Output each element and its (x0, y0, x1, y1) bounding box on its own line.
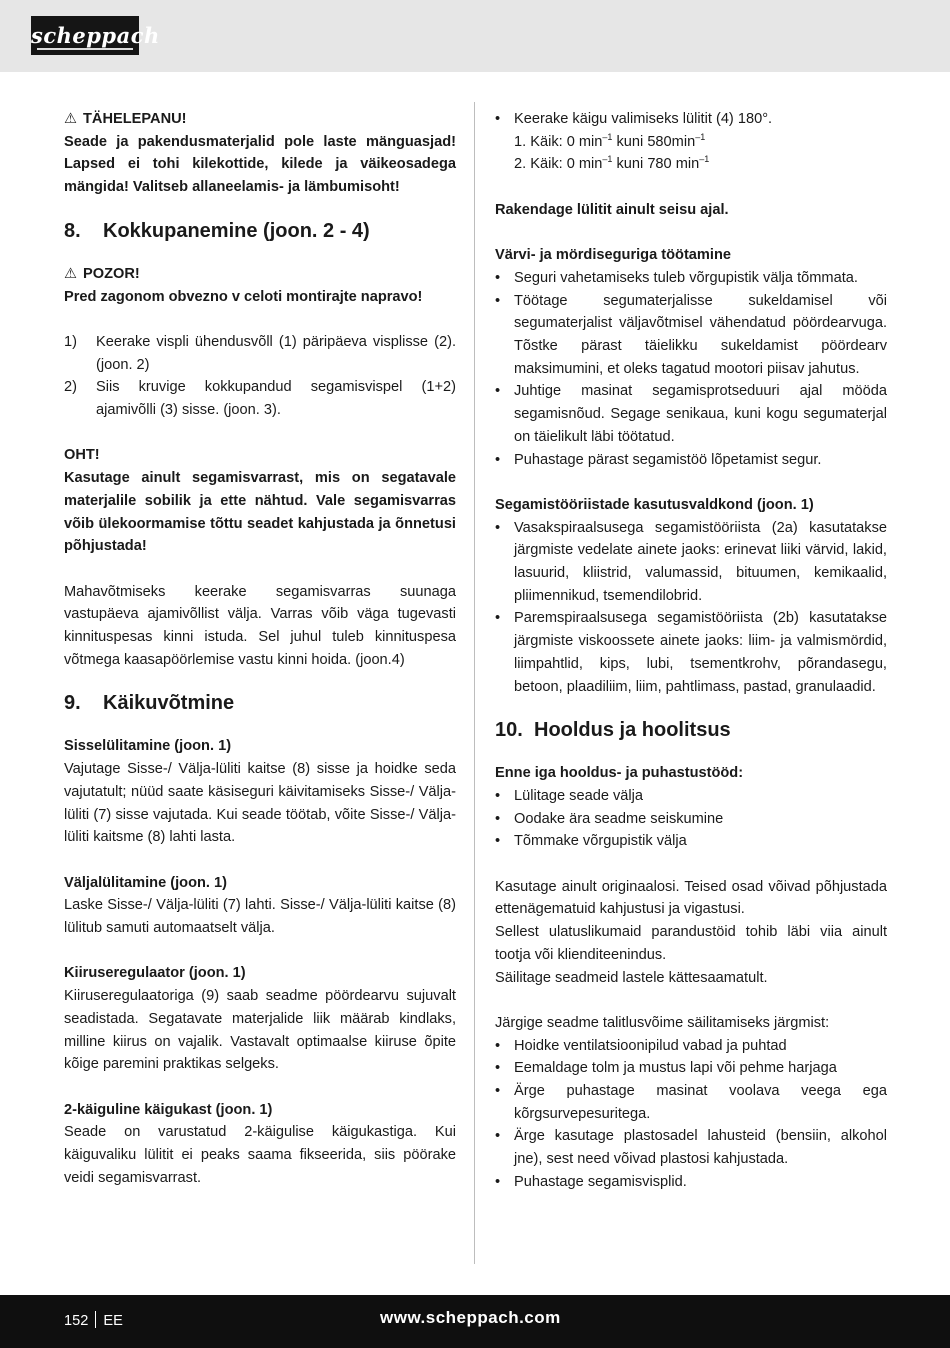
speed-heading: Kiiruseregulaator (joon. 1) (64, 965, 246, 982)
before-maintenance-heading: Enne iga hooldus- ja puhastustööd: (495, 765, 744, 782)
list-item: 1) Keerake vispli ühendusvõll (1) päripäeva visplisse (2). (joon. 2) (64, 333, 456, 373)
original-parts-text: Kasutage ainult originaalosi. Teised osad võivad põhjustada ettenägematuid kahjustusi ja vigastusi. (495, 878, 887, 918)
list-item: • Töötage segumaterjalisse sukeldamisel või segumaterjalist väljavõtmisel vähendatud pöördearvuga. Tõstke pärast täielikku sukeldamist pöördearv maksimumini, et oleks tagatud mootori piisav jahutus. (495, 290, 887, 381)
gearbox-heading: 2-käiguline käigukast (joon. 1) (64, 1101, 273, 1118)
gear-1-text: 1. Käik: 0 $\min^{-1}$ kuni $580\min^{-1}$ (514, 131, 706, 150)
column-divider (474, 102, 475, 1264)
list-item: • Juhtige masinat segamisprotseduuri ajal mööda segamisnõud. Segage senikaua, kuni kogu segumaterjal on täielikult läbi töötatud. (495, 380, 887, 448)
list-item: • Vasakspiraalsusega segamistööriista (2a) kasutatakse järgmiste vedelate ainete jaoks: erinevat liiki värvid, lakid, lasuurid, kliistrid, valumassid, bituumen, kemikaalid, pliimennikud, tsemendilobrid. (495, 517, 887, 608)
website-url: www.scheppach.com (380, 1308, 561, 1327)
list-item: • Lülitage seade välja (495, 785, 887, 808)
header-bar (0, 0, 950, 72)
list-item: • Seguri vahetamiseks tuleb võrgupistik välja tõmmata. (495, 267, 887, 290)
page-info (64, 1311, 123, 1329)
storage-list (495, 1035, 887, 1194)
caution-heading: OHT! (64, 447, 100, 464)
pozor-heading: ⚠ POZOR! (64, 263, 456, 286)
switch-on-heading: Sisselülitamine (joon. 1) (64, 738, 232, 755)
tools-heading: Segamistööriistade kasutusvaldkond (joon. 1) (495, 496, 814, 513)
caution-text: Kasutage ainult segamisvarrast, mis on segatavale materjalile sobilik ja ette nähtud. Vale segamisvarras võib ülekoormamise tõttu seadet kahjustada ja õnnetusi põhjustada! (64, 470, 456, 555)
footer-bar (0, 1295, 950, 1348)
storage-intro: Järgige seadme talitlusvõime säilitamiseks järgmist: (495, 1014, 830, 1031)
scheppach-logo (31, 16, 160, 55)
pozor-text: Pred zagonom obvezno v celoti montirajte napravo! (64, 288, 423, 305)
warning-triangle-icon: ⚠ (64, 111, 78, 127)
assembly-steps (64, 331, 456, 422)
switch-off-text: Laske Sisse-/ Välja-lüliti (7) lahti. Sisse-/ Välja-lüliti kaitse (8) lülitub samuti automaatselt välja. (64, 897, 456, 937)
switch-on-text: Vajutage Sisse-/ Välja-lüliti kaitse (8) sisse ja hoidke seda vajutatult; nüüd saate käsiseguri käivitamiseks Sisse-/ Välja-lüliti (7) sisse vajutada. Kui seade töötab, võite Sisse-/ Välja-lüliti kaitsme (8) lahti lasta. (64, 761, 456, 846)
paints-list (495, 267, 887, 471)
list-item: • Paremspiraalsusega segamistööriista (2b) kasutatakse järgmiste viskoossete ainete jaoks: liim- ja valmismördid, liimpahtlid, kips, lubi, tsementkrohv, põrandasegu, betoon, plaadiliim, liim, pahtlimass, pastad, granulaadid. (495, 607, 887, 698)
tools-list (495, 517, 887, 699)
section-10-heading: 10. Hooldus ja hoolitsus (495, 719, 731, 742)
gear-2-text: 2. Käik: 0 $\min^{-1}$ kuni 780 $\min^{-1}$ (514, 154, 710, 173)
warning-text: Seade ja pakendusmaterjalid pole laste mänguasjad! Lapsed ei tohi kilekottide, kilede ja väikeosadega mängida! Valitseb allaneelamis- ja lämbumisoht! (64, 133, 456, 196)
speed-text: Kiiruseregulaatoriga (9) saab seadme pöördearvu sujuvalt seadistada. Segatavate materjalide liik määrab kindlaks, milline kiirus on vajalik. Vastavalt optimaalse kiiruse õpite kõige paremini praktikas selgeks. (64, 988, 456, 1073)
list-item: • Keerake käigu valimiseks lülitit (4) 180°. (495, 108, 887, 131)
list-item: • Hoidke ventilatsioonipilud vabad ja puhtad (495, 1035, 887, 1058)
left-column (64, 108, 456, 1189)
list-item: • Eemaldage tolm ja mustus lapi või pehme harjaga (495, 1057, 887, 1080)
storage-children-text: Säilitage seadmeid lastele kättesaamatult. (495, 969, 768, 986)
paints-heading: Värvi- ja mördiseguriga töötamine (495, 247, 731, 264)
gear-list (495, 108, 887, 131)
before-maintenance-list (495, 785, 887, 853)
list-item: • Tõmmake võrgupistik välja (495, 830, 887, 853)
list-item: 2) Siis kruvige kokkupandud segamisvispel (1+2) ajamivõlli (3) sisse. (joon. 3). (64, 379, 456, 419)
list-item: • Oodake ära seadme seiskumine (495, 808, 887, 831)
logo-text: scheppach (31, 23, 160, 48)
standstill-note: Rakendage lülitit ainult seisu ajal. (495, 201, 729, 218)
warning-triangle-icon: ⚠ (64, 265, 78, 282)
right-column (495, 108, 887, 1194)
list-item: • Ärge kasutage plastosadel lahusteid (bensiin, alkohol jne), sest need võivad plastosi kahjustada. (495, 1125, 887, 1170)
removal-text: Mahavõtmiseks keerake segamisvarras suunaga vastupäeva ajamivõllist välja. Varras võib väga tugevasti kinnituspesas kinni istuda. Sel juhul tuleb kinnituspesa võtmega kaasapöörlemise vastu kinni hoida. (joon.4) (64, 583, 456, 668)
list-item: • Puhastage segamisvisplid. (495, 1171, 887, 1194)
list-item: • Puhastage pärast segamistöö lõpetamist segur. (495, 449, 887, 472)
language-code: EE (103, 1313, 123, 1329)
page-separator (95, 1311, 96, 1328)
repairs-text: Sellest ulatuslikumaid parandustöid tohib läbi viia ainult tootja või klienditeenindus. (495, 924, 887, 963)
page-number: 152 (64, 1313, 89, 1329)
warning-heading: ⚠ TÄHELEPANU! (64, 108, 456, 131)
gearbox-text: Seade on varustatud 2-käigulise käigukastiga. Kui käiguvaliku lülitit ei peaks saama fikseerida, siis pöörake veidi segamisvarrast. (64, 1124, 456, 1186)
section-8-heading: 8. Kokkupanemine (joon. 2 - 4) (64, 219, 370, 242)
switch-off-heading: Väljalülitamine (joon. 1) (64, 874, 227, 891)
section-9-heading: 9. Käikuvõtmine (64, 692, 235, 715)
list-item: • Ärge puhastage masinat voolava veega ega kõrgsurvepesuritega. (495, 1080, 887, 1125)
logo-swoosh (37, 48, 133, 50)
